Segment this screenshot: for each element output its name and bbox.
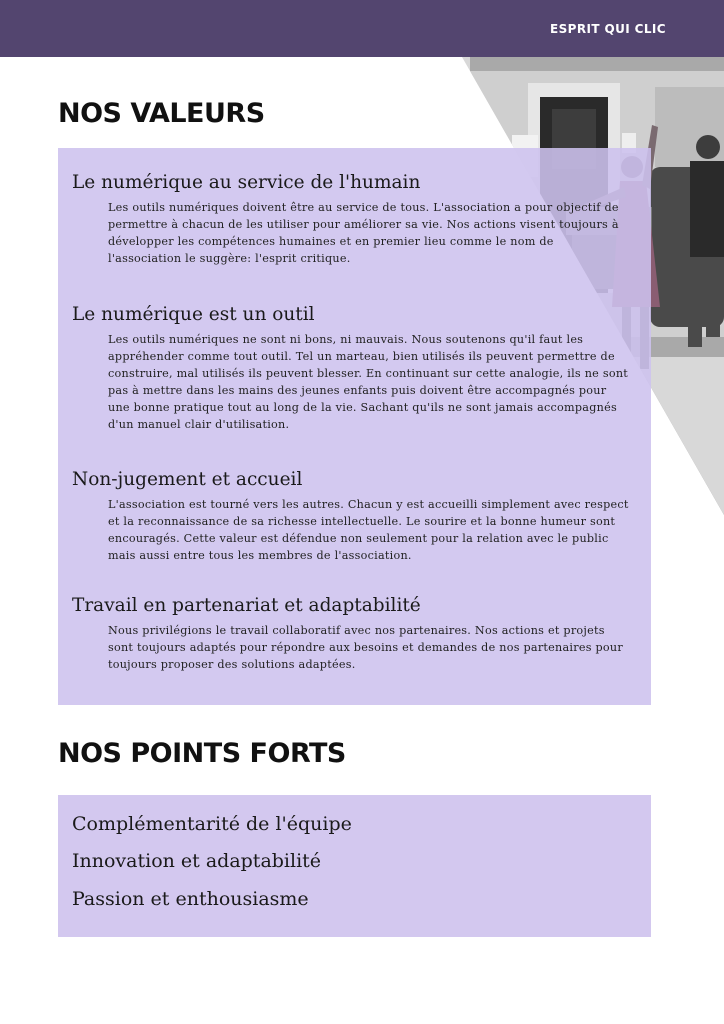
value-item <box>72 304 632 433</box>
point-item: Complémentarité de l'équipe <box>72 813 352 835</box>
value-item <box>72 595 632 673</box>
points-heading: NOS POINTS FORTS <box>58 738 346 769</box>
value-item <box>72 172 632 267</box>
value-title: Non-jugement et accueil <box>72 469 303 490</box>
value-description: Les outils numériques doivent être au service de tous. L'association a pour objectif de permettre à chacun de les utiliser pour améliorer sa vie. Nos actions visent toujours à développer les compétences humaines et en premier lieu comme le nom de l'association le suggère: l'esprit critique. <box>108 201 619 265</box>
values-panel <box>58 148 651 705</box>
value-description: Nous privilégions le travail collaboratif avec nos partenaires. Nos actions et projets sont toujours adaptés pour répondre aux besoins et demandes de nos partenaires pour toujours proposer des solutions adaptées. <box>108 624 623 671</box>
values-heading: NOS VALEURS <box>58 98 265 129</box>
value-title: Le numérique au service de l'humain <box>72 172 421 193</box>
value-title: Travail en partenariat et adaptabilité <box>72 595 421 616</box>
value-description: L'association est tourné vers les autres. Chacun y est accueilli simplement avec respect et la reconnaissance de sa richesse intellectuelle. Le sourire et la bonne humeur sont encouragés. Cette valeur est défendue non seulement pour la relation avec le public mais aussi entre tous les membres de l'association. <box>108 498 629 562</box>
value-description: Les outils numériques ne sont ni bons, ni mauvais. Nous soutenons qu'il faut les appréhender comme tout outil. Tel un marteau, bien utilisés ils peuvent permettre de construire, mal utilisés ils peuvent blesser. En continuant sur cette analogie, ils ne sont pas à mettre dans les mains des jeunes enfants puis doivent être accompagnés pour une bonne pratique tout au long de la vie. Sachant qu'ils ne sont jamais accompagnés d'un manuel clair d'utilisation. <box>108 333 629 431</box>
value-title: Le numérique est un outil <box>72 304 315 325</box>
header-bar <box>0 0 724 57</box>
value-item <box>72 469 632 564</box>
points-panel <box>58 795 651 937</box>
point-item: Passion et enthousiasme <box>72 888 309 910</box>
point-item: Innovation et adaptabilité <box>72 850 322 872</box>
brand-name: ESPRIT QUI CLIC <box>549 22 666 36</box>
